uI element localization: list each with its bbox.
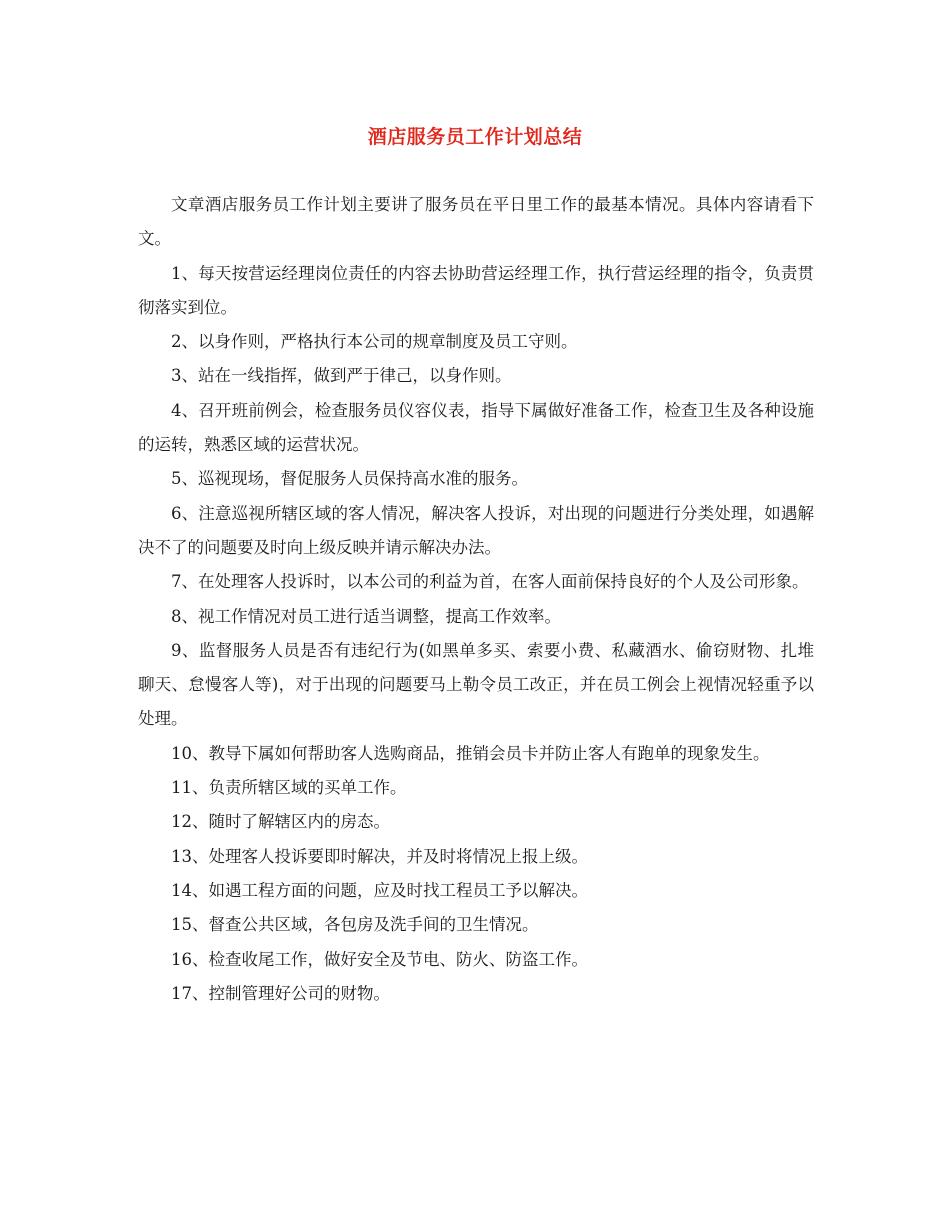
list-item: 5、巡视现场，督促服务人员保持高水准的服务。 (171, 469, 528, 489)
list-item: 4、召开班前例会，检查服务员仪容仪表，指导下属做好准备工作，检查卫生及各种设施的运转，熟悉区域的运营状况。 (138, 400, 814, 455)
list-item: 13、处理客人投诉要即时解决，并及时将情况上报上级。 (171, 846, 588, 866)
intro-paragraph: 文章酒店服务员工作计划主要讲了服务员在平日里工作的最基本情况。具体内容请看下文。 (138, 195, 814, 249)
list-item: 7、在处理客人投诉时，以本公司的利益为首，在客人面前保持良好的个人及公司形象。 (171, 572, 809, 592)
list-item: 3、站在一线指挥，做到严于律己，以身作则。 (171, 366, 512, 386)
list-item: 14、如遇工程方面的问题，应及时找工程员工予以解决。 (171, 880, 588, 900)
list-item: 2、以身作则，严格执行本公司的规章制度及员工守则。 (171, 332, 578, 352)
document-body (138, 188, 814, 1011)
list-item: 10、教导下属如何帮助客人选购商品，推销会员卡并防止客人有跑单的现象发生。 (171, 743, 770, 763)
document-title: 酒店服务员工作计划总结 (367, 126, 583, 148)
list-item: 16、检查收尾工作，做好安全及节电、防火、防盗工作。 (171, 949, 588, 969)
list-item: 11、负责所辖区域的买单工作。 (171, 778, 407, 798)
list-item: 6、注意巡视所辖区域的客人情况，解决客人投诉，对出现的问题进行分类处理，如遇解决不了的问题要及时向上级反映并请示解决办法。 (138, 503, 814, 557)
list-item: 12、随时了解辖区内的房态。 (171, 812, 390, 832)
list-item: 17、控制管理好公司的财物。 (171, 983, 390, 1003)
list-item: 1、每天按营运经理岗位责任的内容去协助营运经理工作，执行营运经理的指令，负责贯彻落实到位。 (138, 263, 814, 317)
list-item: 15、督查公共区域，各包房及洗手间的卫生情况。 (171, 915, 539, 935)
list-item: 8、视工作情况对员工进行适当调整，提高工作效率。 (171, 606, 561, 626)
list-item: 9、监督服务人员是否有违纪行为(如黑单多买、索要小费、私藏酒水、偷窃财物、扎堆聊天、怠慢客人等)，对于出现的问题要马上勒令员工改正，并在员工例会上视情况轻重予以处理。 (138, 640, 814, 729)
